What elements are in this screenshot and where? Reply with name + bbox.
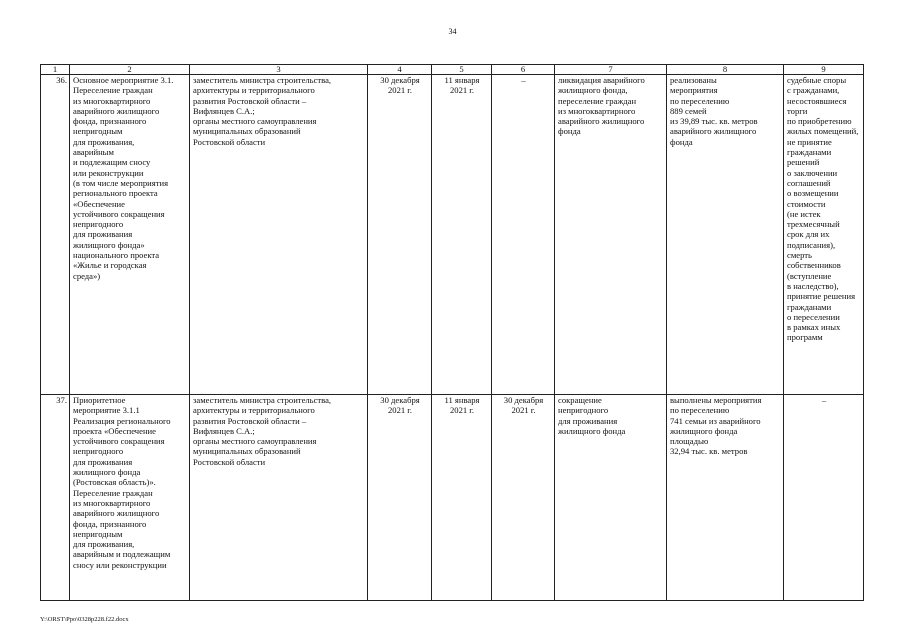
planned-result: сокращение непригодного для проживания жилищного фонда bbox=[555, 395, 667, 601]
problems-description: судебные споры с гражданами, несостоявшиеся торги по приобретению жилых помещений, не принятие гражданами решений о заключении соглашений о возмещении стоимости (не истек трехмесячный срок для их подписания), смерть собственников (вступление в наследство), принятие решения гражданами о переселении в рамках иных программ bbox=[784, 75, 864, 395]
table-row bbox=[41, 395, 864, 601]
measure-name: Приоритетное мероприятие 3.1.1 Реализация регионального проекта «Обеспечение устойчивого сокращения непригодного для проживания жилищного фонда (Ростовская область)». Переселение граждан из многоквартирного аварийного жилищного фонда, признанного непригодным для проживания, аварийным и подлежащим сносу или реконструкции bbox=[70, 395, 190, 601]
actual-start-date: 11 января 2021 г. bbox=[432, 75, 492, 395]
responsible-executor: заместитель министра строительства, архитектуры и территориального развития Ростовской области – Вифлянцев С.А.; органы местного самоуправления муниципальных образований Ростовской области bbox=[190, 395, 368, 601]
actual-result: выполнены мероприятия по переселению 741 семьи из аварийного жилищного фонда площадью 32,94 тыс. кв. метров bbox=[667, 395, 784, 601]
planned-end-date: 30 декабря 2021 г. bbox=[368, 395, 432, 601]
planned-end-date: 30 декабря 2021 г. bbox=[368, 75, 432, 395]
header-cell-5: 5 bbox=[432, 65, 492, 75]
header-cell-9: 9 bbox=[784, 65, 864, 75]
header-cell-1: 1 bbox=[41, 65, 70, 75]
header-cell-8: 8 bbox=[667, 65, 784, 75]
header-cell-6: 6 bbox=[492, 65, 555, 75]
row-number: 37. bbox=[41, 395, 70, 601]
problems-description: – bbox=[784, 395, 864, 601]
row-number: 36. bbox=[41, 75, 70, 395]
actual-end-date: 30 декабря 2021 г. bbox=[492, 395, 555, 601]
table-row bbox=[41, 75, 864, 395]
measures-table bbox=[40, 64, 864, 601]
page-number: 34 bbox=[448, 27, 457, 36]
planned-result: ликвидация аварийного жилищного фонда, переселение граждан из многоквартирного аварийного жилищного фонда bbox=[555, 75, 667, 395]
actual-result: реализованы мероприятия по переселению 889 семей из 39,89 тыс. кв. метров аварийного жилищного фонда bbox=[667, 75, 784, 395]
table-header-row bbox=[41, 65, 864, 75]
responsible-executor: заместитель министра строительства, архитектуры и территориального развития Ростовской области – Вифлянцев С.А.; органы местного самоуправления муниципальных образований Ростовской области bbox=[190, 75, 368, 395]
measure-name: Основное мероприятие 3.1. Переселение граждан из многоквартирного аварийного жилищного фонда, признанного непригодным для проживания, аварийным и подлежащим сносу или реконструкции (в том числе мероприятия регионального проекта «Обеспечение устойчивого сокращения непригодного для проживания жилищного фонда» национального проекта «Жилье и городская среда») bbox=[70, 75, 190, 395]
actual-end-date: – bbox=[492, 75, 555, 395]
header-cell-2: 2 bbox=[70, 65, 190, 75]
header-cell-7: 7 bbox=[555, 65, 667, 75]
file-path-footer: Y:\ORST\Ppo\0328p228.f22.docx bbox=[40, 616, 129, 623]
header-cell-4: 4 bbox=[368, 65, 432, 75]
actual-start-date: 11 января 2021 г. bbox=[432, 395, 492, 601]
header-cell-3: 3 bbox=[190, 65, 368, 75]
